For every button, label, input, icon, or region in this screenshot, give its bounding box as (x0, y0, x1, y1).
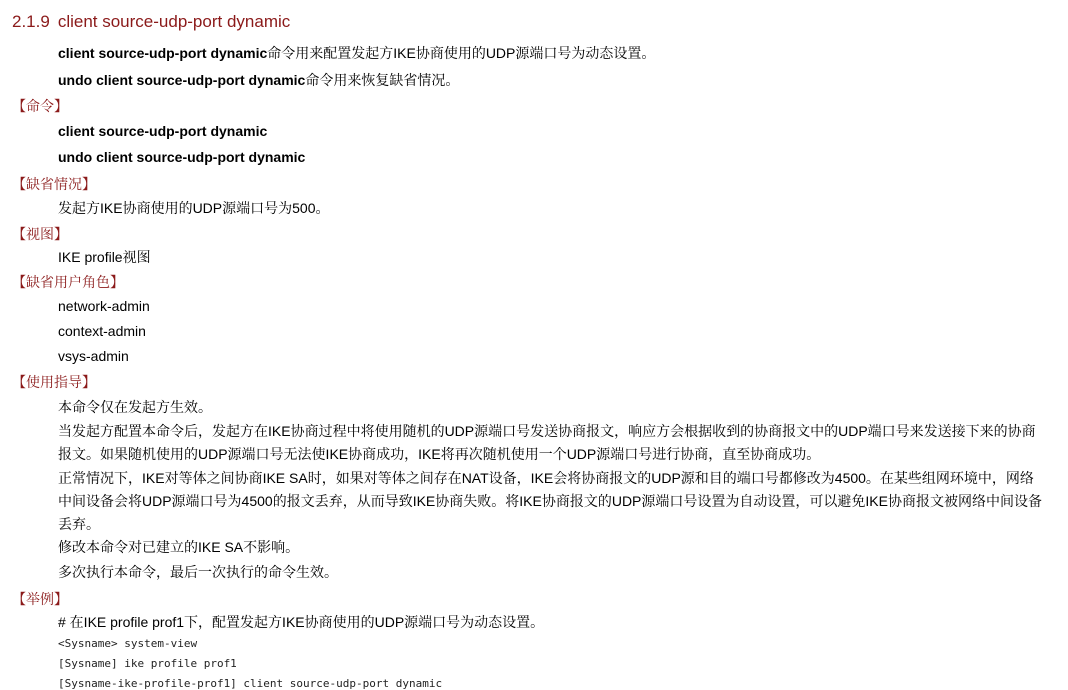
section-view-label: 【视图】 (12, 226, 68, 242)
section-example-label: 【举例】 (12, 591, 68, 607)
code-line: [Sysname-ike-profile-prof1] client source-udp-port dynamic (58, 677, 443, 690)
role-item: context-admin (58, 323, 146, 339)
intro-line-1 (58, 43, 655, 63)
section-heading (12, 12, 290, 32)
guide-paragraph: 修改本命令对已建立的IKE SA不影响。 (58, 539, 300, 555)
section-title: client source-udp-port dynamic (57, 12, 291, 31)
intro-text-1: 命令用来配置发起方IKE协商使用的UDP源端口号为动态设置。 (267, 45, 656, 61)
role-item: vsys-admin (58, 348, 129, 364)
default-text: 发起方IKE协商使用的UDP源端口号为500。 (58, 200, 330, 216)
section-roles-label: 【缺省用户角色】 (12, 274, 124, 290)
command-line-2 (58, 147, 305, 167)
guide-paragraph: 正常情况下，IKE对等体之间协商IKE SA时，如果对等体之间存在NAT设备，IKE会将协商报文的UDP源和目的端口号都修改为4500。在某些组网环境中，网络中间设备会将UDP源端口号为4500的报文丢弃，从而导致IKE协商失败。将IKE协商报文的UDP源端口号设置为自动设置，可以避免IKE协商报文被网络中间设备丢弃。 (58, 470, 1042, 532)
section-number: 2.1.9 (12, 12, 50, 31)
intro-command-2: undo client source-udp-port dynamic (58, 72, 306, 88)
code-line: <Sysname> system-view (58, 637, 198, 650)
intro-command-1: client source-udp-port dynamic (58, 45, 268, 61)
guide-paragraph: 当发起方配置本命令后，发起方在IKE协商过程中将使用随机的UDP源端口号发送协商报文，响应方会根据收到的协商报文中的UDP端口号来发送接下来的协商报文。如果随机使用的UDP源端口号无法使IKE协商成功，IKE将再次随机使用一个UDP源端口号进行协商，直至协商成功。 (58, 423, 1036, 462)
command-text-2: undo client source-udp-port dynamic (58, 149, 306, 165)
section-guide-label: 【使用指导】 (12, 374, 96, 390)
intro-line-2 (58, 70, 459, 90)
role-item: network-admin (58, 298, 150, 314)
section-command-label: 【命令】 (12, 98, 68, 114)
code-line: [Sysname] ike profile prof1 (58, 657, 237, 670)
intro-text-2: 命令用来恢复缺省情况。 (305, 72, 460, 88)
section-default-label: 【缺省情况】 (12, 176, 96, 192)
command-text-1: client source-udp-port dynamic (58, 123, 268, 139)
guide-paragraph: 本命令仅在发起方生效。 (58, 399, 212, 415)
command-line-1 (58, 121, 267, 141)
example-description: # 在IKE profile prof1下，配置发起方IKE协商使用的UDP源端口号为动态设置。 (58, 614, 545, 630)
guide-paragraph: 多次执行本命令，最后一次执行的命令生效。 (58, 564, 338, 580)
view-text: IKE profile视图 (58, 249, 151, 265)
